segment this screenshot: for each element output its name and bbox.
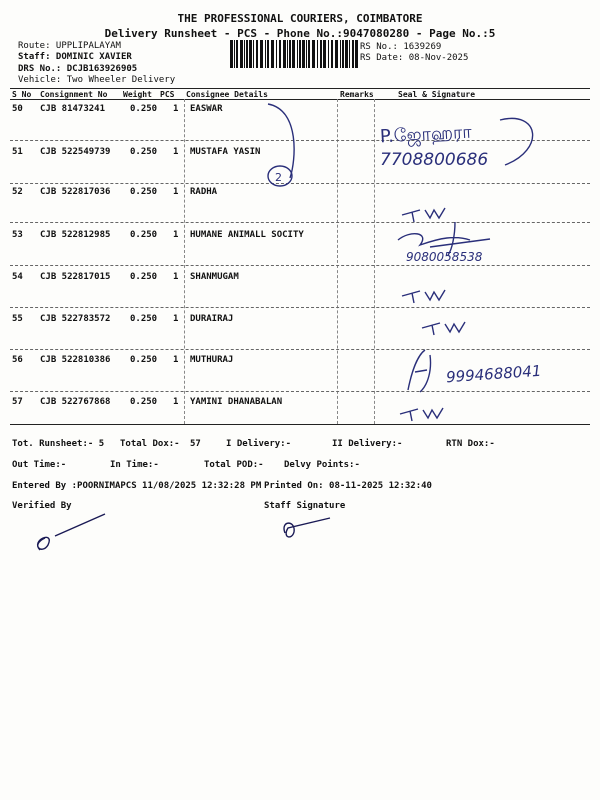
row-consignee: SHANMUGAM xyxy=(190,272,239,282)
verified-by: Verified By xyxy=(12,501,72,511)
rs-number: RS No.: 1639269 xyxy=(360,42,442,52)
row-sno: 55 xyxy=(12,314,23,324)
handwritten-phone: 7708800686 xyxy=(380,150,489,170)
row-sno: 53 xyxy=(12,230,23,240)
row-sno: 51 xyxy=(12,147,23,157)
staff-label: Staff: DOMINIC XAVIER xyxy=(18,52,132,62)
row-weight: 0.250 xyxy=(130,355,158,365)
row-consignee: DURAIRAJ xyxy=(190,314,234,324)
entered-by: Entered By :POORNIMAPCS 11/08/2025 12:32:28 PM xyxy=(12,481,262,491)
total-pod: Total POD:- xyxy=(204,460,264,470)
row-weight: 0.250 xyxy=(130,272,158,282)
row-pcs: 1 xyxy=(173,272,179,282)
row-consignment: CJB 81473241 xyxy=(40,104,106,114)
row-consignment: CJB 522767868 xyxy=(40,397,111,407)
row-consignment: CJB 522812985 xyxy=(40,230,111,240)
col-header-consignment: Consignment No xyxy=(40,90,108,99)
row-sno: 50 xyxy=(12,104,23,114)
row-sno: 52 xyxy=(12,187,23,197)
row-consignee: RADHA xyxy=(190,187,218,197)
row-consignee: HUMANE ANIMALL SOCITY xyxy=(190,230,304,240)
row-consignment: CJB 522810386 xyxy=(40,355,111,365)
row-weight: 0.250 xyxy=(130,104,158,114)
row-weight: 0.250 xyxy=(130,147,158,157)
i-delivery: I Delivery:- xyxy=(226,439,292,449)
company-title: THE PROFESSIONAL COURIERS, COIMBATORE xyxy=(177,12,423,25)
rtn-dox: RTN Dox:- xyxy=(446,439,495,449)
runsheet-subtitle: Delivery Runsheet - PCS - Phone No.:9047080280 - Page No.:5 xyxy=(104,27,496,40)
tot-runsheet: Tot. Runsheet:- 5 xyxy=(12,439,105,449)
row-sno: 54 xyxy=(12,272,23,282)
row-consignee: MUTHURAJ xyxy=(190,355,234,365)
vehicle-label: Vehicle: Two Wheeler Delivery xyxy=(18,75,176,85)
row-consignment: CJB 522817036 xyxy=(40,187,111,197)
delvy-points: Delvy Points:- xyxy=(284,460,360,470)
drs-label: DRS No.: DCJB163926905 xyxy=(18,64,138,74)
col-header-consignee: Consignee Details xyxy=(186,90,268,99)
row-pcs: 1 xyxy=(173,397,179,407)
total-dox-value: 57 xyxy=(190,439,201,449)
row-sno: 57 xyxy=(12,397,23,407)
row-pcs: 1 xyxy=(173,314,179,324)
row-consignment: CJB 522549739 xyxy=(40,147,111,157)
row-weight: 0.250 xyxy=(130,187,158,197)
row-pcs: 1 xyxy=(173,104,179,114)
row-sno: 56 xyxy=(12,355,23,365)
row-pcs: 1 xyxy=(173,230,179,240)
svg-text:2: 2 xyxy=(275,171,282,184)
row-weight: 0.250 xyxy=(130,397,158,407)
col-header-sno: S No xyxy=(12,90,32,99)
handwritten-phone: 9994688041 xyxy=(445,361,542,387)
rs-date: RS Date: 08-Nov-2025 xyxy=(360,53,469,63)
row-consignee: YAMINI DHANABALAN xyxy=(190,397,283,407)
handwritten-name: P.ஜோஹரா xyxy=(379,121,473,148)
staff-signature: Staff Signature xyxy=(264,501,346,511)
row-consignment: CJB 522783572 xyxy=(40,314,111,324)
row-weight: 0.250 xyxy=(130,314,158,324)
row-consignee: MUSTAFA YASIN xyxy=(190,147,261,157)
col-header-signature: Seal & Signature xyxy=(398,90,476,99)
col-header-weight: Weight xyxy=(123,90,152,99)
route-label: Route: UPPLIPALAYAM xyxy=(18,41,121,51)
row-weight: 0.250 xyxy=(130,230,158,240)
total-dox-label: Total Dox:- xyxy=(120,439,180,449)
handwritten-phone: 9080058538 xyxy=(406,250,483,264)
col-header-remarks: Remarks xyxy=(340,90,374,99)
row-pcs: 1 xyxy=(173,187,179,197)
row-consignment: CJB 522817015 xyxy=(40,272,111,282)
ii-delivery: II Delivery:- xyxy=(332,439,403,449)
row-pcs: 1 xyxy=(173,355,179,365)
col-header-pcs: PCS xyxy=(160,90,175,99)
row-consignee: EASWAR xyxy=(190,104,223,114)
in-time: In Time:- xyxy=(110,460,159,470)
printed-on: Printed On: 08-11-2025 12:32:40 xyxy=(264,481,432,491)
row-pcs: 1 xyxy=(173,147,179,157)
out-time: Out Time:- xyxy=(12,460,67,470)
